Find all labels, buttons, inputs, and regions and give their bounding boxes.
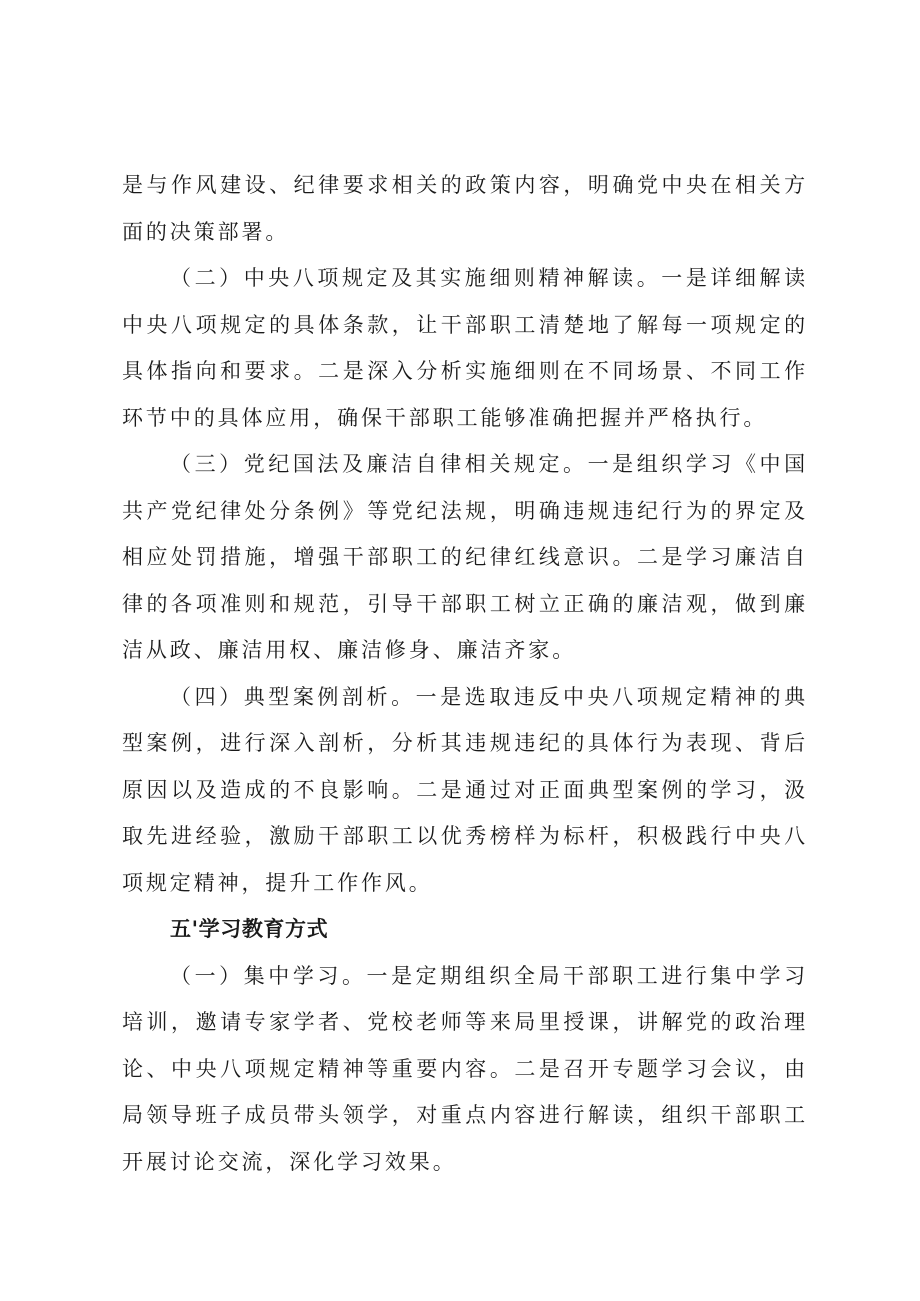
paragraph-continuation: 是与作风建设、纪律要求相关的政策内容，明确党中央在相关方面的决策部署。 — [122, 173, 808, 244]
section-heading: 五'学习教育方式 — [170, 917, 329, 941]
paragraph-item-3: （三）党纪国法及廉洁自律相关规定。一是组织学习《中国共产党纪律处分条例》等党纪法规，明确违规违纪行为的界定及相应处罚措施，增强干部职工的纪律红线意识。二是学习廉洁自律的各项准则和规范，引导干部职工树立正确的廉洁观，做到廉洁从政、廉洁用权、廉洁修身、廉洁齐家。 — [122, 452, 808, 662]
paragraph-item-4: （四）典型案例剖析。一是选取违反中央八项规定精神的典型案例，进行深入剖析，分析其违规违纪的具体行为表现、背后原因以及造成的不良影响。二是通过对正面典型案例的学习，汲取先进经验，激励干部职工以优秀榜样为标杆，积极践行中央八项规定精神，提升工作作风。 — [122, 684, 808, 895]
paragraph-item-2: （二）中央八项规定及其实施细则精神解读。一是详细解读中央八项规定的具体条款，让干部职工清楚地了解每一项规定的具体指向和要求。二是深入分析实施细则在不同场景、不同工作环节中的具体应用，确保干部职工能够准确把握并严格执行。 — [122, 266, 808, 430]
document-body — [122, 162, 808, 1185]
paragraph-section5-item-1: （一）集中学习。一是定期组织全局干部职工进行集中学习培训，邀请专家学者、党校老师等来局里授课，讲解党的政治理论、中央八项规定精神等重要内容。二是召开专题学习会议，由局领导班子成员带头领学，对重点内容进行解读，组织干部职工开展讨论交流，深化学习效果。 — [122, 963, 808, 1174]
